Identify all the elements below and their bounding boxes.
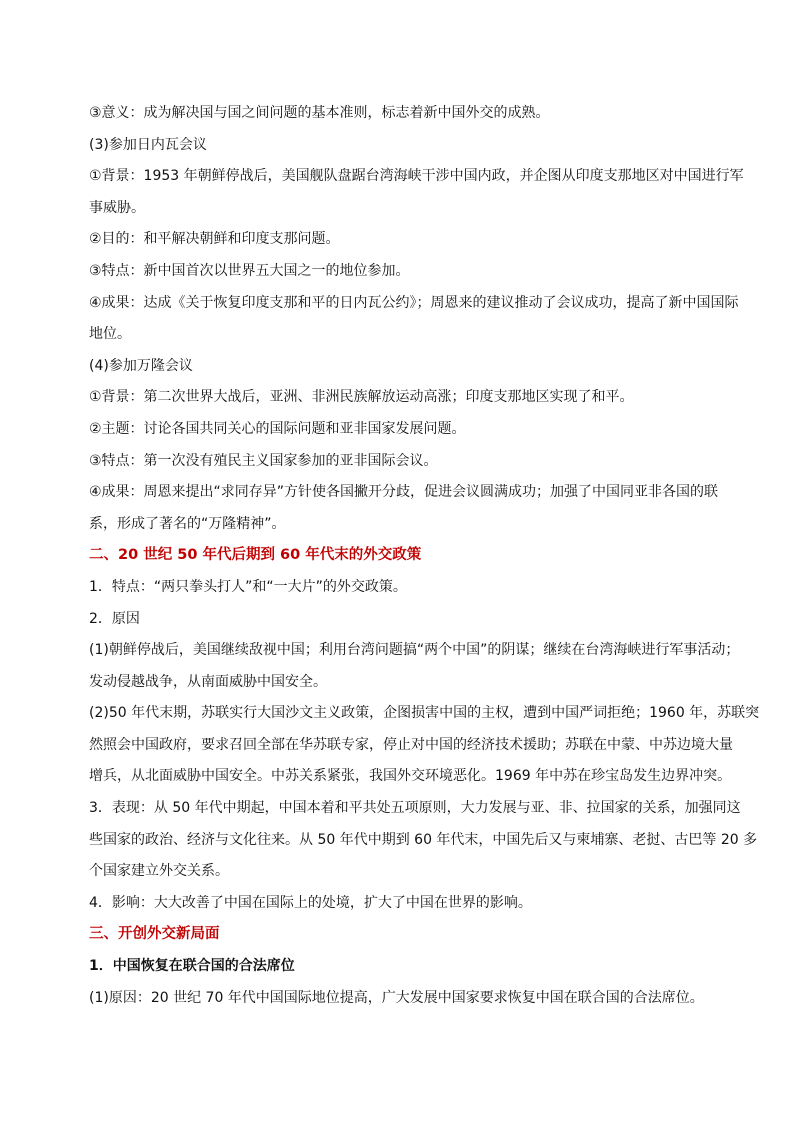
paragraph-line: ④成果：达成《关于恢复印度支那和平的日内瓦公约》；周恩来的建议推动了会议成功，提高了新中国国际 <box>89 294 739 311</box>
paragraph-line: 地位。 <box>89 326 131 343</box>
paragraph-line: (1)原因：20 世纪 70 年代中国国际地位提高，广大发展中国家要求恢复中国在联合国的合法席位。 <box>89 989 704 1006</box>
paragraph-line: (2)50 年代末期，苏联实行大国沙文主义政策，企图损害中国的主权，遭到中国严词拒绝；1960 年，苏联突 <box>89 705 760 722</box>
paragraph-line: ④成果：周恩来提出“求同存异”方针使各国撇开分歧，促进会议圆满成功；加强了中国同亚非各国的联 <box>89 484 719 501</box>
section-heading-2: 二、20 世纪 50 年代后期到 60 年代末的外交政策 <box>89 547 422 564</box>
paragraph-line: 2．原因 <box>89 610 140 627</box>
paragraph-line: ③特点：新中国首次以世界五大国之一的地位参加。 <box>89 262 410 279</box>
paragraph-line: ①背景：第二次世界大战后，亚洲、非洲民族解放运动高涨；印度支那地区实现了和平。 <box>89 389 634 406</box>
paragraph-line: (1)朝鲜停战后，美国继续敌视中国；利用台湾问题搞“两个中国”的阴谋；继续在台湾海峡进行军事活动； <box>89 642 740 659</box>
paragraph-line: 3．表现：从 50 年代中期起，中国本着和平共处五项原则，大力发展与亚、非、拉国家的关系，加强同这 <box>89 800 741 817</box>
paragraph-line: 发动侵越战争，从南面威胁中国安全。 <box>89 673 327 690</box>
paragraph-line: 些国家的政治、经济与文化往来。从 50 年代中期到 60 年代末，中国先后又与柬埔寨、老挝、古巴等 20 多 <box>89 831 758 848</box>
paragraph-line: 然照会中国政府，要求召回全部在华苏联专家，停止对中国的经济技术援助；苏联在中蒙、中苏边境大量 <box>89 736 733 753</box>
paragraph-line: 4．影响：大大改善了中国在国际上的处境，扩大了中国在世界的影响。 <box>89 894 532 911</box>
paragraph-line: ③特点：第一次没有殖民主义国家参加的亚非国际会议。 <box>89 452 438 469</box>
paragraph-line: ②主题：讨论各国共同关心的国际问题和亚非国家发展问题。 <box>89 420 466 437</box>
document-page <box>89 98 760 1014</box>
paragraph-line: ①背景：1953 年朝鲜停战后，美国舰队盘踞台湾海峡干涉中国内政，并企图从印度支那地区对中国进行军 <box>89 168 744 185</box>
paragraph-line: ③意义：成为解决国与国之间问题的基本准则，标志着新中国外交的成熟。 <box>89 105 550 121</box>
paragraph-line: 事威胁。 <box>89 199 145 216</box>
section-heading-3: 三、开创外交新局面 <box>89 926 220 943</box>
paragraph-line: 个国家建立外交关系。 <box>89 863 229 880</box>
paragraph-line: 1．特点：“两只拳头打人”和“一大片”的外交政策。 <box>89 578 407 595</box>
section-item-bandung: (4)参加万隆会议 <box>89 357 193 374</box>
section-item-geneva: (3)参加日内瓦会议 <box>89 136 207 153</box>
paragraph-line: ②目的：和平解决朝鲜和印度支那问题。 <box>89 231 340 248</box>
subsection-heading: 1．中国恢复在联合国的合法席位 <box>89 958 295 975</box>
paragraph-line: 增兵，从北面威胁中国安全。中苏关系紧张，我国外交环境恶化。1969 年中苏在珍宝岛发生边界冲突。 <box>89 768 732 785</box>
paragraph-line: 系，形成了著名的“万隆精神”。 <box>89 515 286 532</box>
